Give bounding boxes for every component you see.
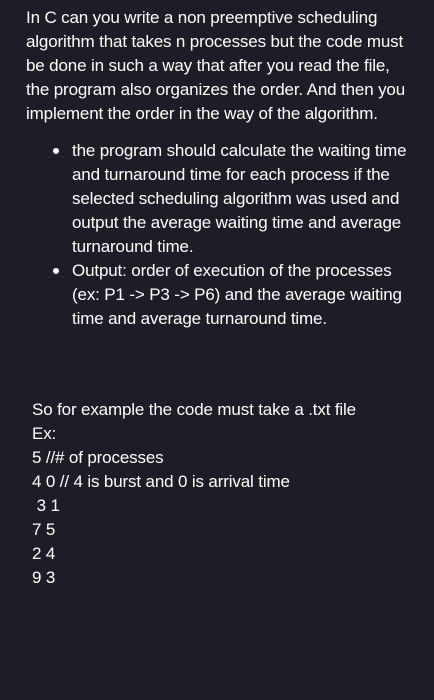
input-line: 9 3 [32,568,56,587]
input-line: 5 //# of processes [32,448,164,467]
input-line: 7 5 [32,520,56,539]
example-input-file [32,446,416,590]
question-text: In C can you write a non preemptive scheduling algorithm that takes n processes but the code must be done in such a way that after you read the file, the program also organizes the order. And then you implement the order in the way of the algorithm. [26,8,406,123]
requirement-item [72,139,416,259]
requirements-list [26,139,416,331]
bullet-icon [53,148,59,154]
input-line: 2 4 [32,544,56,563]
requirement-item [72,259,416,331]
input-line: 3 1 [32,496,60,515]
example-section [26,398,416,590]
bullet-icon [53,268,59,274]
input-line: 4 0 // 4 is burst and 0 is arrival time [32,472,290,491]
example-intro: So for example the code must take a .txt file [32,400,356,419]
requirement-text: the program should calculate the waiting time and turnaround time for each process if the selected scheduling algorithm was used and output the average waiting time and average turnaround time. [72,141,407,256]
example-label: Ex: [32,424,57,443]
requirement-text: Output: order of execution of the processes (ex: P1 -> P3 -> P6) and the average waiting time and average turnaround time. [72,261,402,328]
